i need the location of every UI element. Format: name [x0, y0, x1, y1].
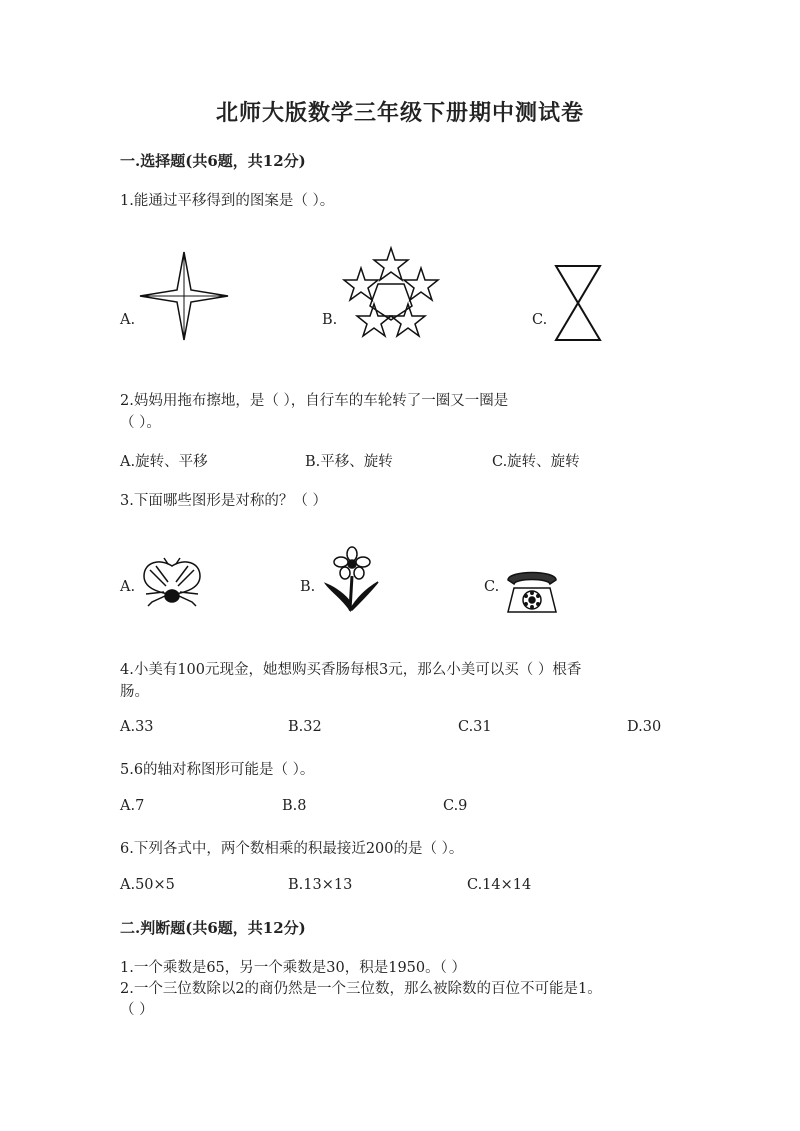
- q1-option-b-label[interactable]: B.: [322, 312, 338, 328]
- q5-option-a[interactable]: A.7: [120, 798, 145, 814]
- telephone-icon: [504, 566, 560, 614]
- q4-option-b[interactable]: B.32: [288, 719, 322, 735]
- q2-option-a[interactable]: A.旋转、平移: [120, 454, 208, 470]
- q4-option-d[interactable]: D.30: [627, 719, 662, 735]
- beetle-icon: [138, 556, 206, 608]
- section1-heading: 一.选择题(共6题，共12分): [120, 152, 306, 170]
- question-1: 1.能通过平移得到的图案是（ ）。: [120, 193, 335, 209]
- q3-option-b-label[interactable]: B.: [300, 579, 316, 595]
- question-3: 3.下面哪些图形是对称的？（ ）: [120, 493, 327, 509]
- judge-question-1: 1.一个乘数是65，另一个乘数是30，积是1950。（ ）: [120, 960, 466, 976]
- q6-option-a[interactable]: A.50×5: [120, 877, 175, 893]
- q5-option-b[interactable]: B.8: [282, 798, 307, 814]
- q6-option-c[interactable]: C.14×14: [467, 877, 532, 893]
- hourglass-triangles-icon: [554, 264, 602, 342]
- q2-option-c[interactable]: C.旋转、旋转: [492, 454, 580, 470]
- question-2-line2: （ ）。: [120, 415, 161, 431]
- question-6: 6.下列各式中，两个数相乘的积最接近200的是（ ）。: [120, 841, 464, 857]
- q4-option-c[interactable]: C.31: [458, 719, 492, 735]
- question-5: 5.6的轴对称图形可能是（ ）。: [120, 762, 315, 778]
- q1-option-a-label[interactable]: A.: [120, 312, 136, 328]
- q6-option-b[interactable]: B.13×13: [288, 877, 353, 893]
- four-point-star-icon: [138, 250, 230, 342]
- question-4-line1: 4.小美有100元现金，她想购买香肠每根3元，那么小美可以买（ ）根香: [120, 662, 582, 678]
- q3-option-a-label[interactable]: A.: [120, 579, 136, 595]
- q1-option-c-label[interactable]: C.: [532, 312, 548, 328]
- q3-option-c-label[interactable]: C.: [484, 579, 500, 595]
- flower-icon: [322, 546, 380, 612]
- q4-option-a[interactable]: A.33: [120, 719, 154, 735]
- question-4-line2: 肠。: [120, 684, 149, 700]
- section2-heading: 二.判断题(共6题，共12分): [120, 919, 306, 937]
- q2-option-b[interactable]: B.平移、旋转: [305, 454, 393, 470]
- page-title: 北师大版数学三年级下册期中测试卷: [215, 100, 584, 126]
- judge-question-2-line1: 2.一个三位数除以2的商仍然是一个三位数，那么被除数的百位不可能是1。: [120, 981, 602, 997]
- judge-question-2-line2: （ ）: [120, 1002, 154, 1018]
- five-stars-ring-icon: [342, 244, 440, 342]
- question-2-line1: 2.妈妈用拖布擦地，是（ ），自行车的车轮转了一圈又一圈是: [120, 393, 509, 409]
- q5-option-c[interactable]: C.9: [443, 798, 468, 814]
